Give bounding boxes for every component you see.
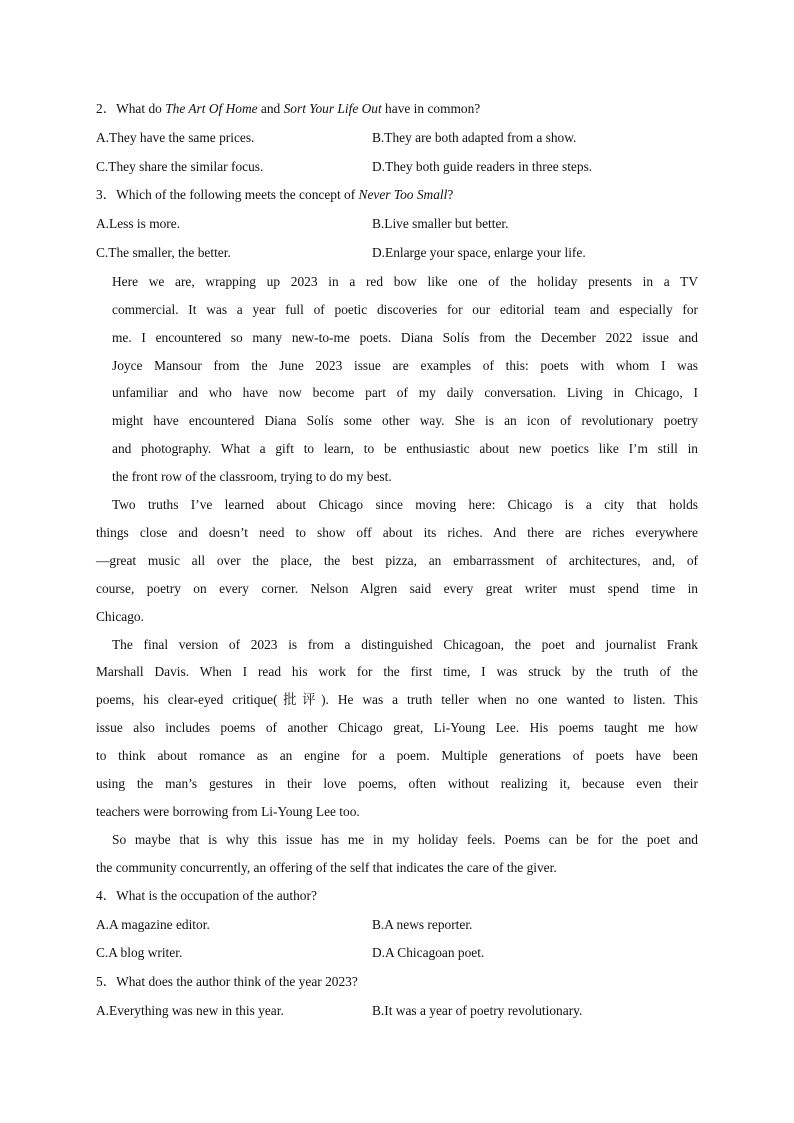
passage	[96, 268, 698, 882]
question-4	[96, 882, 698, 911]
options-row	[96, 210, 698, 239]
option-a[interactable]: A.A magazine editor.	[96, 916, 210, 932]
option-b[interactable]: B.A news reporter.	[372, 916, 473, 932]
question-text: and	[257, 101, 284, 116]
passage-line: Marshall Davis. When I read his work for the first time, I was struck by the truth of the	[96, 664, 698, 680]
option-b[interactable]: B.It was a year of poetry revolutionary.	[372, 1002, 583, 1018]
option-a[interactable]: A.Everything was new in this year.	[96, 1002, 284, 1018]
passage-paragraph-4	[96, 826, 698, 882]
passage-line: Two truths I’ve learned about Chicago since moving here: Chicago is a city that holds	[112, 497, 698, 513]
question-5	[96, 968, 698, 997]
passage-line: Here we are, wrapping up 2023 in a red bow like one of the holiday presents in a TV	[112, 273, 698, 289]
passage-line: using the man’s gestures in their love poems, often without realizing it, because even their	[96, 776, 698, 792]
passage-line: the community concurrently, an offering of the self that indicates the care of the giver.	[96, 859, 557, 875]
options-row	[96, 124, 698, 153]
question-text: have in common?	[381, 101, 481, 116]
passage-line: Chicago.	[96, 608, 144, 624]
exam-page	[96, 95, 698, 1026]
option-a[interactable]: A.They have the same prices.	[96, 129, 255, 145]
passage-line: commercial. It was a year full of poetic discoveries for our editorial team and especially for	[112, 301, 698, 317]
options-row	[96, 997, 698, 1026]
passage-line: The final version of 2023 is from a distinguished Chicagoan, the poet and journalist Frank	[112, 636, 698, 652]
passage-line: issue also includes poems of another Chicago great, Li-Young Lee. His poems taught me how	[96, 720, 698, 736]
option-d[interactable]: D.A Chicagoan poet.	[372, 945, 485, 961]
question-number: 2．	[96, 101, 117, 116]
passage-line: things close and doesn’t need to show off about its riches. And there are riches everywhere	[96, 524, 698, 540]
passage-line: teachers were borrowing from Li-Young Lee too.	[96, 804, 360, 819]
option-a[interactable]: A.Less is more.	[96, 216, 181, 232]
passage-line: the front row of the classroom, trying to do my best.	[112, 469, 392, 485]
passage-line: —great music all over the place, the best pizza, an embarrassment of architectures, and, of	[96, 552, 698, 568]
options-row	[96, 239, 698, 268]
passage-line: course, poetry on every corner. Nelson Algren said every great writer must spend time in	[96, 580, 698, 596]
passage-line: Joyce Mansour from the June 2023 issue are examples of this: poets with whom I was	[112, 357, 698, 373]
options-row	[96, 153, 698, 182]
option-c[interactable]: C.They share the similar focus.	[96, 158, 264, 174]
option-c[interactable]: C.The smaller, the better.	[96, 244, 231, 260]
passage-paragraph-1	[96, 268, 698, 491]
passage-line: poems, his clear-eyed critique(批评). He was a truth teller when no one wanted to listen. This	[96, 692, 698, 708]
passage-line: to think about romance as an engine for a poem. Multiple generations of poets have been	[96, 748, 698, 764]
passage-paragraph-3	[96, 631, 698, 826]
question-number: 3．	[96, 187, 117, 203]
question-3	[96, 181, 698, 210]
option-d[interactable]: D.Enlarge your space, enlarge your life.	[372, 244, 586, 260]
question-text: Which of the following meets the concept of	[116, 187, 359, 203]
question-text: ?	[447, 187, 454, 203]
question-number: 4．	[96, 887, 117, 903]
option-b[interactable]: B.They are both adapted from a show.	[372, 129, 577, 145]
italic-title: Sort Your Life Out	[283, 101, 382, 116]
passage-line: unfamiliar and who have now become part of my daily conversation. Living in Chicago, I	[112, 385, 698, 401]
passage-line: me. I encountered so many new-to-me poets. Diana Solís from the December 2022 issue and	[112, 329, 698, 345]
question-number: 5．	[96, 974, 117, 990]
passage-line: might have encountered Diana Solís some other way. She is an icon of revolutionary poetry	[112, 413, 698, 429]
option-c[interactable]: C.A blog writer.	[96, 945, 183, 961]
passage-paragraph-2	[96, 491, 698, 631]
question-text: What do	[116, 101, 166, 116]
options-row	[96, 939, 698, 968]
italic-title: The Art Of Home	[165, 101, 258, 116]
option-b[interactable]: B.Live smaller but better.	[372, 216, 509, 232]
question-2	[96, 95, 698, 124]
question-text: What is the occupation of the author?	[116, 887, 317, 903]
italic-title: Never Too Small	[358, 187, 448, 203]
option-d[interactable]: D.They both guide readers in three steps.	[372, 158, 593, 174]
options-row	[96, 911, 698, 940]
passage-line: So maybe that is why this issue has me in my holiday feels. Poems can be for the poet and	[112, 831, 698, 847]
passage-line: and photography. What a gift to learn, to be enthusiastic about new poetics like I’m still in	[112, 441, 698, 457]
question-text: What does the author think of the year 2023?	[116, 974, 358, 990]
